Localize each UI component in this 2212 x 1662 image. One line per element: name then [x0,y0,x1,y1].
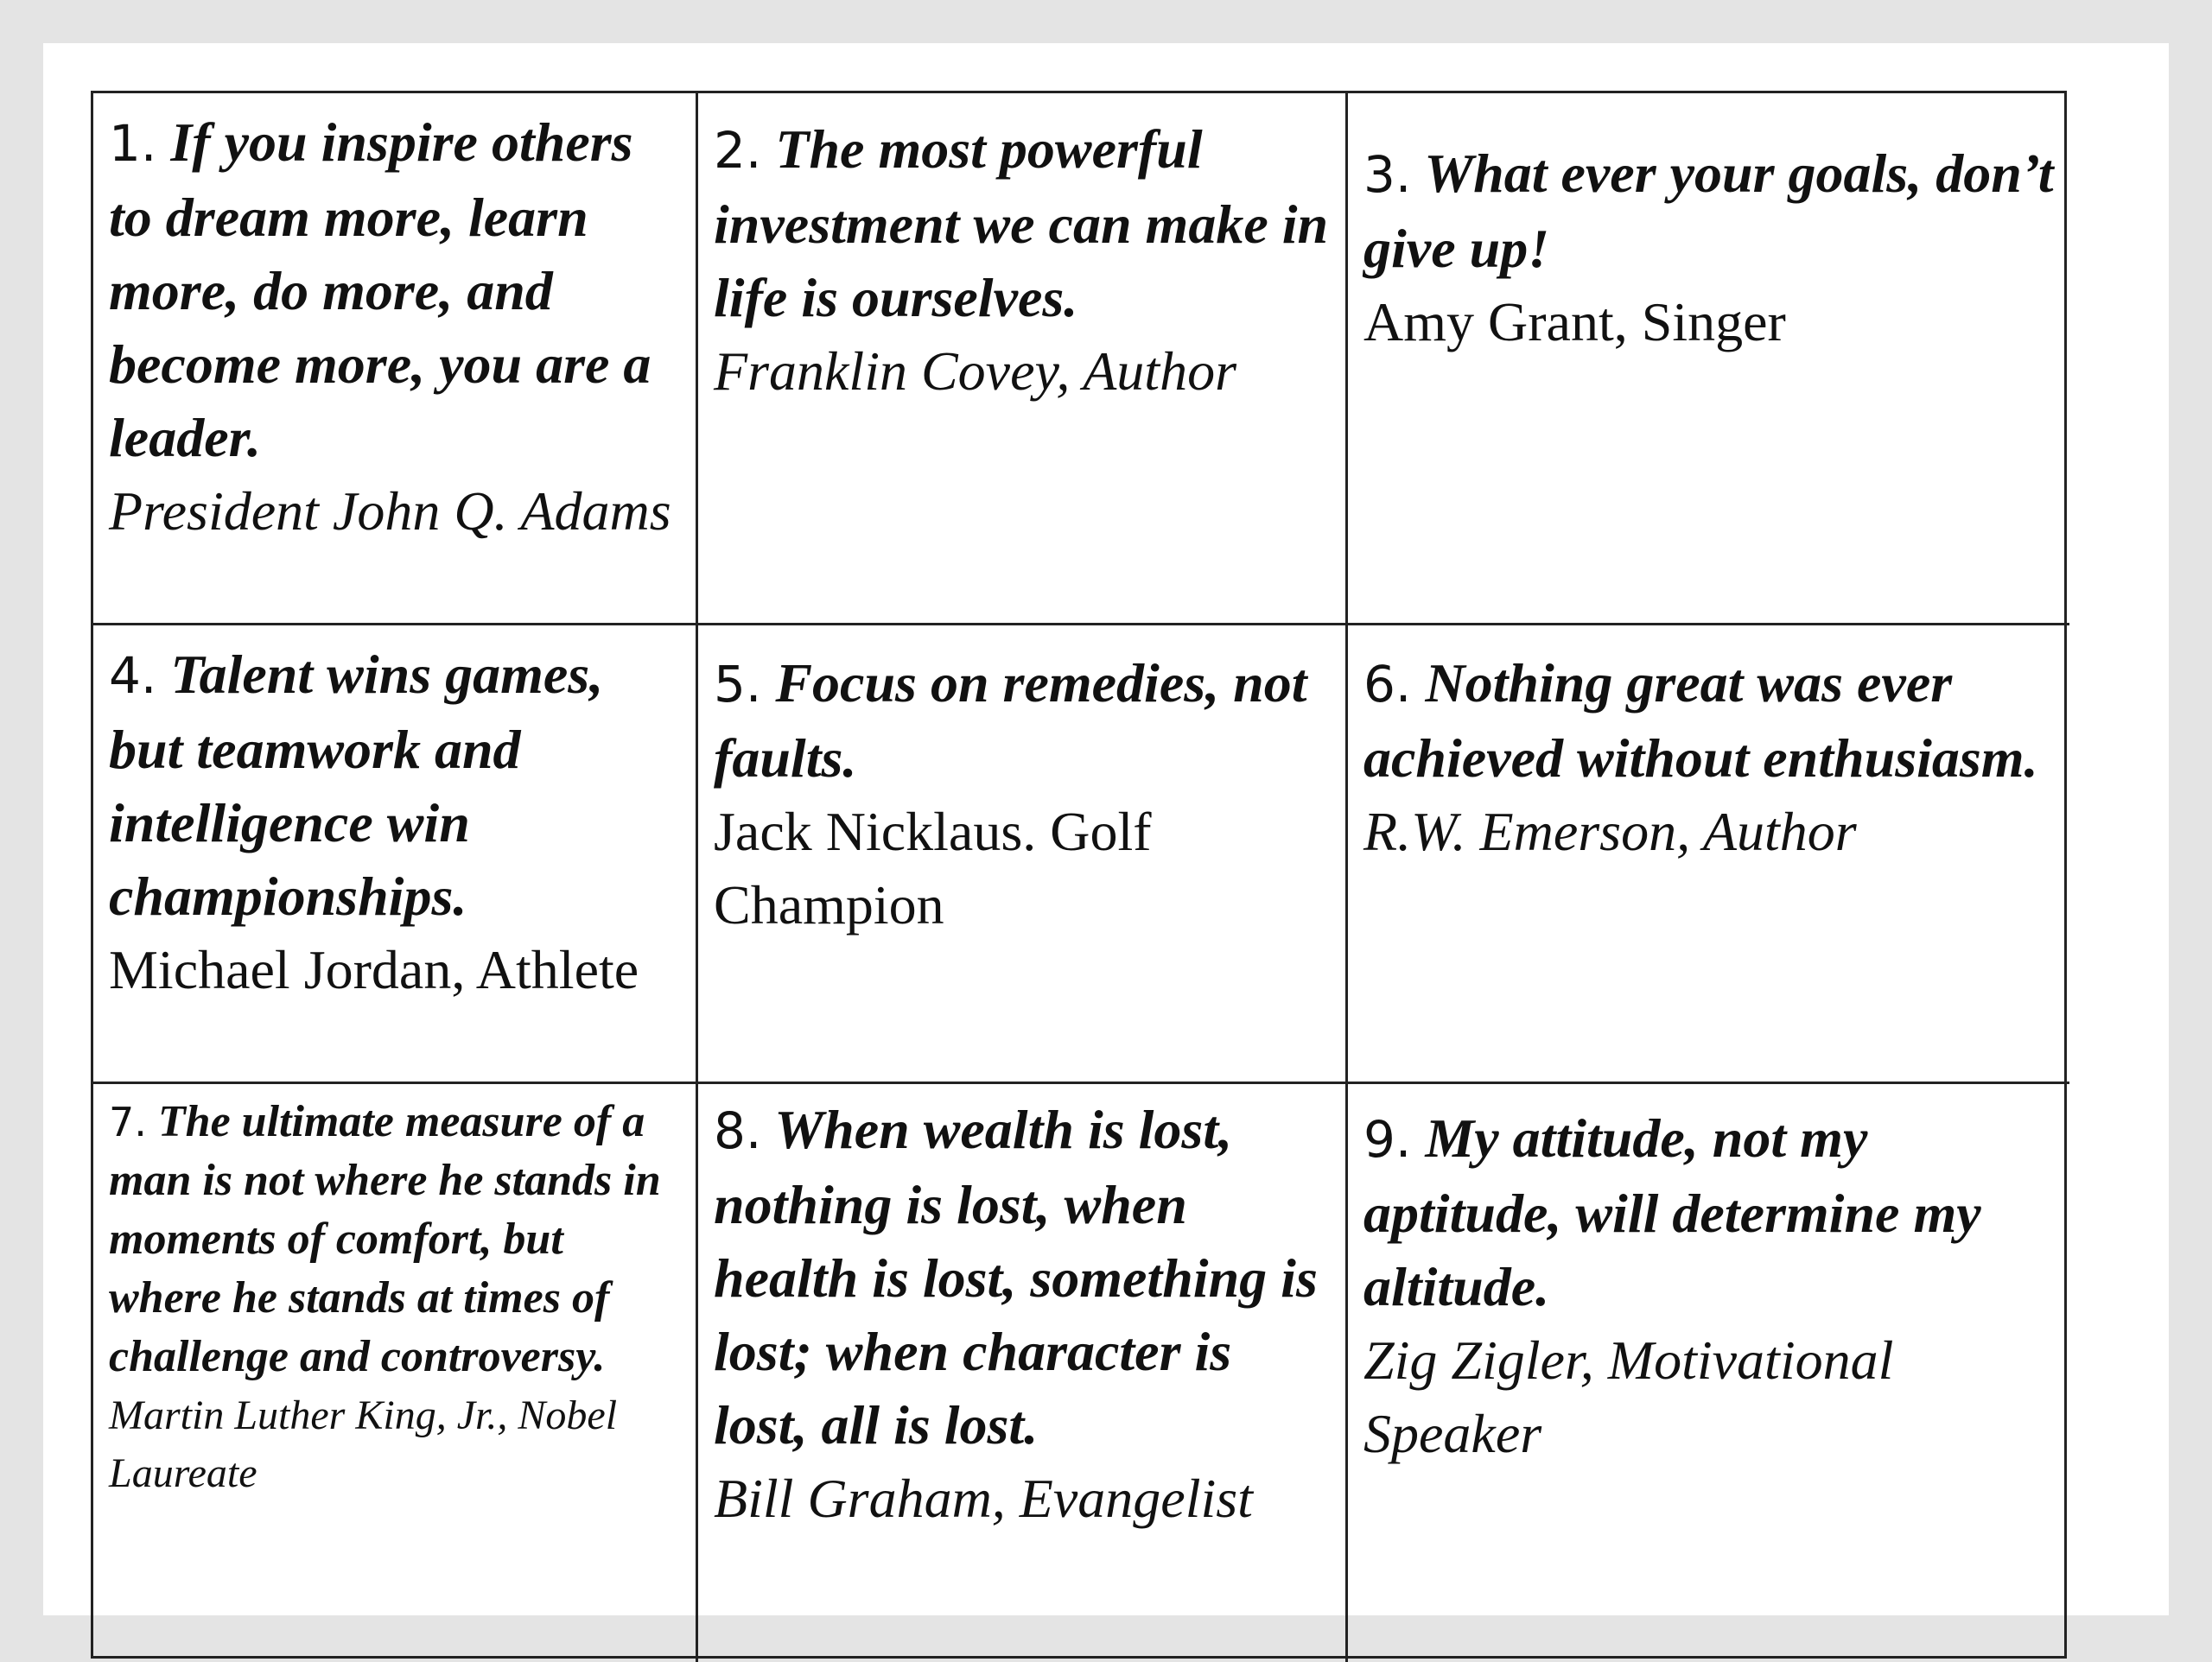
quote-author: Zig Zigler, Motivational Speaker [1363,1329,1894,1464]
document-page [43,43,2169,1615]
quote-author: President John Q. Adams [109,480,671,542]
quote-text: 3. What ever your goals, don’t give up! [1363,143,2054,279]
quote-number: 1. [109,114,157,173]
quote-number: 9. [1363,1110,1412,1169]
quote-number: 8. [714,1101,762,1160]
quote-text: 4. Talent wins games, but teamwork and intelligence win championships. [109,644,604,927]
quote-number: 4. [109,646,157,705]
quote-cell-7 [93,1084,698,1662]
quote-text: 6. Nothing great was ever achieved without enthusiasm. [1363,652,2038,789]
quote-author: Amy Grant, Singer [1363,291,1786,352]
quote-cell-3 [1348,93,2069,625]
quote-author: Martin Luther King, Jr., Nobel Laureate [109,1392,618,1496]
quote-cell-9 [1348,1084,2069,1662]
quote-number: 3. [1363,145,1412,204]
quote-cell-1 [93,93,698,625]
quote-cell-6 [1348,625,2069,1084]
quote-cell-8 [698,1084,1348,1662]
quote-text: 5. Focus on remedies, not faults. [714,652,1307,789]
quote-text: 7. The ultimate measure of a man is not where he stands in moments of comfort, but where he stands at times of challenge and controversy. [109,1097,661,1381]
quote-number: 5. [714,655,762,714]
quote-author: Franklin Covey, Author [714,340,1236,402]
quote-author: Bill Graham, Evangelist [714,1468,1253,1529]
quote-author: R.W. Emerson, Author [1363,801,1857,862]
quote-number: 7. [109,1099,147,1145]
quote-text: 1. If you inspire others to dream more, learn more, do more, and become more, you are a leader. [109,111,652,468]
quote-cell-5 [698,625,1348,1084]
quote-number: 6. [1363,655,1412,714]
quote-author: Jack Nicklaus. Golf Champion [714,801,1152,936]
quote-author: Michael Jordan, Athlete [109,939,639,1000]
quote-text: 2. The most powerful investment we can make in life is ourselves. [714,118,1329,328]
quote-text: 9. My attitude, not my aptitude, will determine my altitude. [1363,1107,1981,1317]
quote-text: 8. When wealth is lost, nothing is lost, when health is lost, something is lost; when character is lost, all is lost. [714,1099,1318,1456]
quote-cell-2 [698,93,1348,625]
quotes-table [91,91,2067,1659]
quote-cell-4 [93,625,698,1084]
quote-number: 2. [714,121,762,180]
